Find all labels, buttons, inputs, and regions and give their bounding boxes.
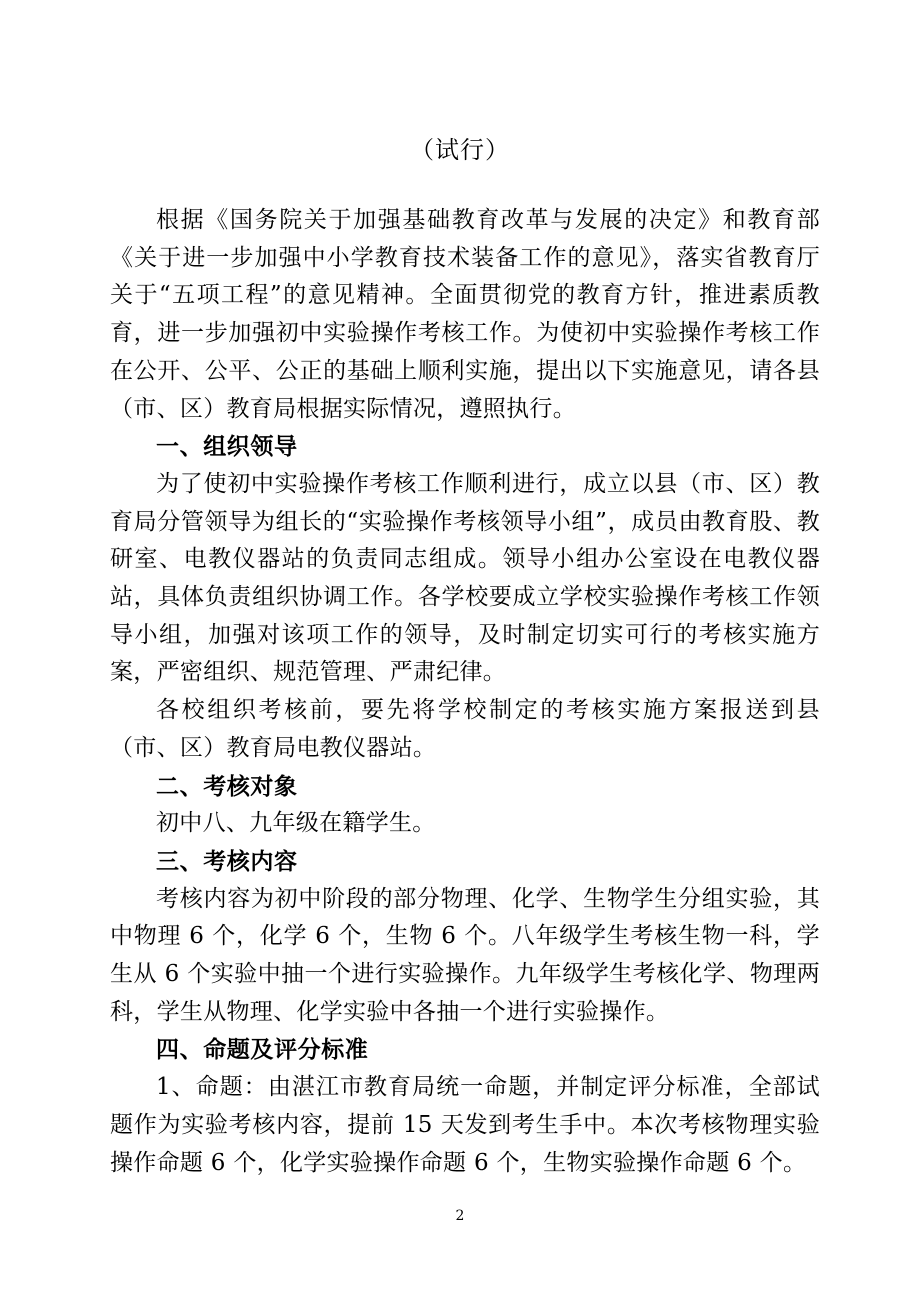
section-heading-targets: 二、考核对象: [156, 772, 298, 800]
page-number: 2: [455, 1208, 465, 1224]
section-heading-organization: 一、组织领导: [156, 433, 298, 461]
targets-paragraph: 初中八、九年级在籍学生。: [156, 810, 436, 837]
organization-paragraph-1: 为了使初中实验操作考核工作顺利进行，成立以县（市、区）教育局分管领导为组长的“实验操作考核领导小组”，成员由教育股、教研室、电教仪器站的负责同志组成。领导小组办公室设在电教仪器站，具体负责组织协调工作。各学校要成立学校实验操作考核工作领导小组，加强对该项工作的领导，及时制定切实可行的考核实施方案，严密组织、规范管理、严肃纪律。: [110, 470, 820, 686]
scoring-paragraph: 1、命题：由湛江市教育局统一命题，并制定评分标准，全部试题作为实验考核内容，提前 15 天发到考生手中。本次考核物理实验操作命题 6 个，化学实验操作命题 6 个，生物实验操作命题 6 个。: [110, 1074, 820, 1176]
content-paragraph: 考核内容为初中阶段的部分物理、化学、生物学生分组实验，其中物理 6 个，化学 6 个，生物 6 个。八年级学生考核生物一科，学生从 6 个实验中抽一个进行实验操作。九年级学生考核化学、物理两科，学生从物理、化学实验中各抽一个进行实验操作。: [110, 885, 820, 1025]
document-subtitle: （试行）: [410, 136, 510, 164]
document-body: [110, 202, 820, 1182]
section-heading-scoring: 四、命题及评分标准: [156, 1036, 369, 1064]
intro-paragraph: 根据《国务院关于加强基础教育改革与发展的决定》和教育部《关于进一步加强中小学教育技术装备工作的意见》，落实省教育厅关于“五项工程”的意见精神。全面贯彻党的教育方针，推进素质教育，进一步加强初中实验操作考核工作。为使初中实验操作考核工作在公开、公平、公正的基础上顺利实施，提出以下实施意见，请各县（市、区）教育局根据实际情况，遵照执行。: [110, 207, 820, 422]
section-heading-content: 三、考核内容: [156, 847, 298, 875]
organization-paragraph-2: 各校组织考核前，要先将学校制定的考核实施方案报送到县（市、区）教育局电教仪器站。: [110, 697, 820, 761]
